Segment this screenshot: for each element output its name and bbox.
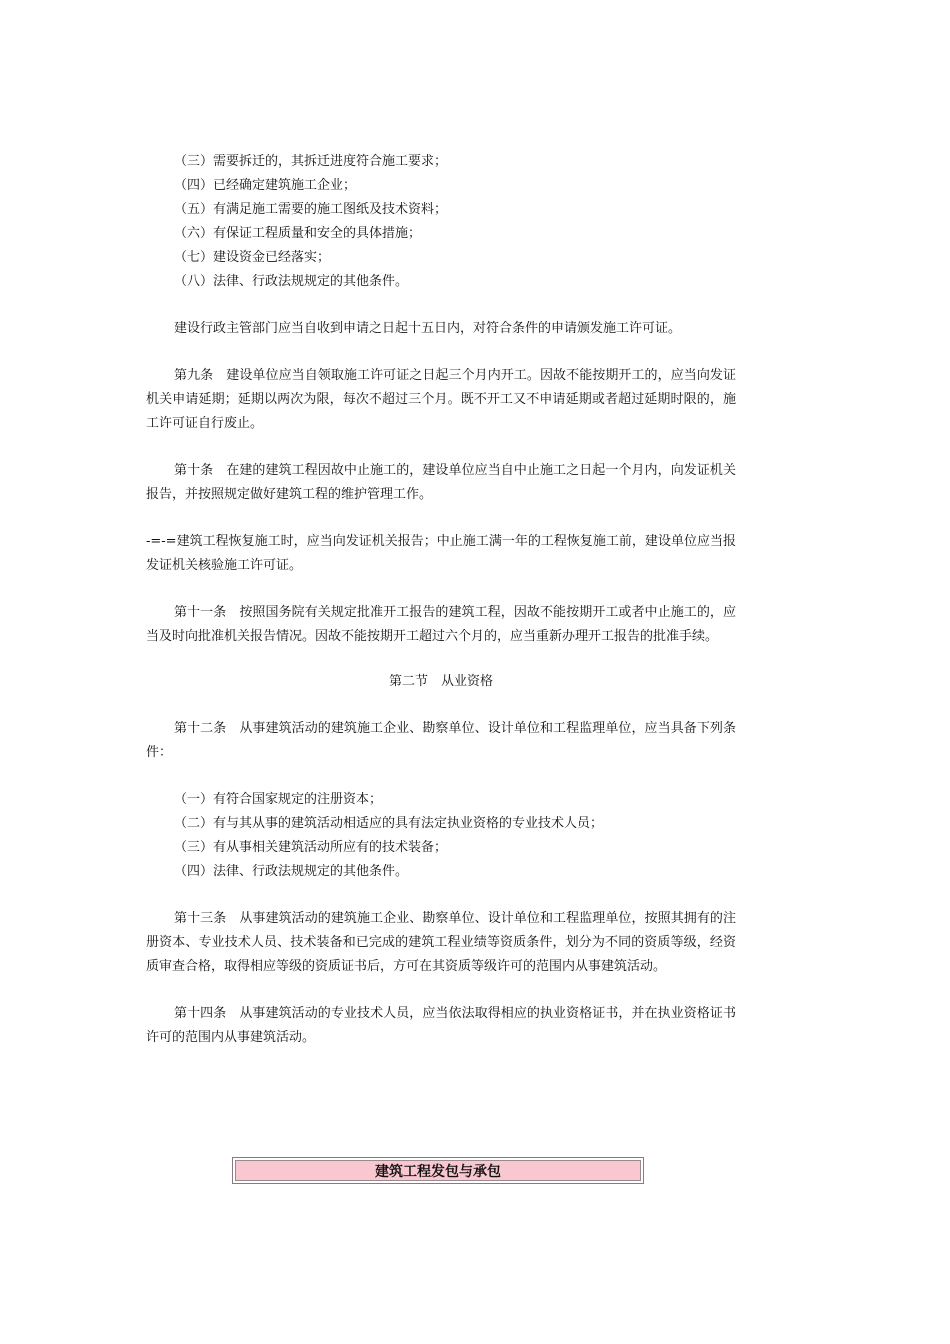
conditions-list xyxy=(146,150,736,294)
list-item: （八）法律、行政法规规定的其他条件。 xyxy=(174,274,409,289)
list-item: （二）有与其从事的建筑活动相适应的具有法定执业资格的专业技术人员； xyxy=(174,816,604,831)
chapter-heading: 建筑工程发包与承包 xyxy=(235,1160,641,1181)
document-body xyxy=(146,150,736,1050)
article-12: 第十二条 从事建筑活动的建筑施工企业、勘察单位、设计单位和工程监理单位，应当具备下列条件： xyxy=(146,721,736,760)
section-title: 第二节 从业资格 xyxy=(388,674,493,689)
list-item: （五）有满足施工需要的施工图纸及技术资料； xyxy=(174,202,448,217)
article-11: 第十一条 按照国务院有关规定批准开工报告的建筑工程，因故不能按期开工或者中止施工的，应当及时向批准机关报告情况。因故不能按期开工超过六个月的，应当重新办理开工报告的批准手续。 xyxy=(146,605,736,644)
list-item: （六）有保证工程质量和安全的具体措施； xyxy=(174,226,422,241)
resume-paragraph: -=-=建筑工程恢复施工时，应当向发证机关报告；中止施工满一年的工程恢复施工前，建设单位应当报发证机关核验施工许可证。 xyxy=(146,534,736,573)
list-item: （三）需要拆迁的，其拆迁进度符合施工要求； xyxy=(174,154,448,169)
article-14: 第十四条 从事建筑活动的专业技术人员，应当依法取得相应的执业资格证书，并在执业资格证书许可的范围内从事建筑活动。 xyxy=(146,1006,736,1045)
requirements-list xyxy=(146,788,736,884)
list-item: （七）建设资金已经落实； xyxy=(174,250,331,265)
list-item: （一）有符合国家规定的注册资本； xyxy=(174,792,383,807)
article-13: 第十三条 从事建筑活动的建筑施工企业、勘察单位、设计单位和工程监理单位，按照其拥有的注册资本、专业技术人员、技术装备和已完成的建筑工程业绩等资质条件，划分为不同的资质等级，经资质审查合格，取得相应等级的资质证书后，方可在其资质等级许可的范围内从事建筑活动。 xyxy=(146,911,736,974)
list-item: （三）有从事相关建筑活动所应有的技术装备； xyxy=(174,840,448,855)
list-item: （四）已经确定建筑施工企业； xyxy=(174,178,357,193)
article-10: 第十条 在建的建筑工程因故中止施工的，建设单位应当自中止施工之日起一个月内，向发证机关报告，并按照规定做好建筑工程的维护管理工作。 xyxy=(146,463,736,502)
article-9: 第九条 建设单位应当自领取施工许可证之日起三个月内开工。因故不能按期开工的，应当向发证机关申请延期；延期以两次为限，每次不超过三个月。既不开工又不申请延期或者超过延期时限的，施工许可证自行废止。 xyxy=(146,368,736,431)
permit-paragraph: 建设行政主管部门应当自收到申请之日起十五日内，对符合条件的申请颁发施工许可证。 xyxy=(174,321,682,336)
list-item: （四）法律、行政法规规定的其他条件。 xyxy=(174,864,409,879)
chapter-heading-box xyxy=(232,1157,644,1184)
